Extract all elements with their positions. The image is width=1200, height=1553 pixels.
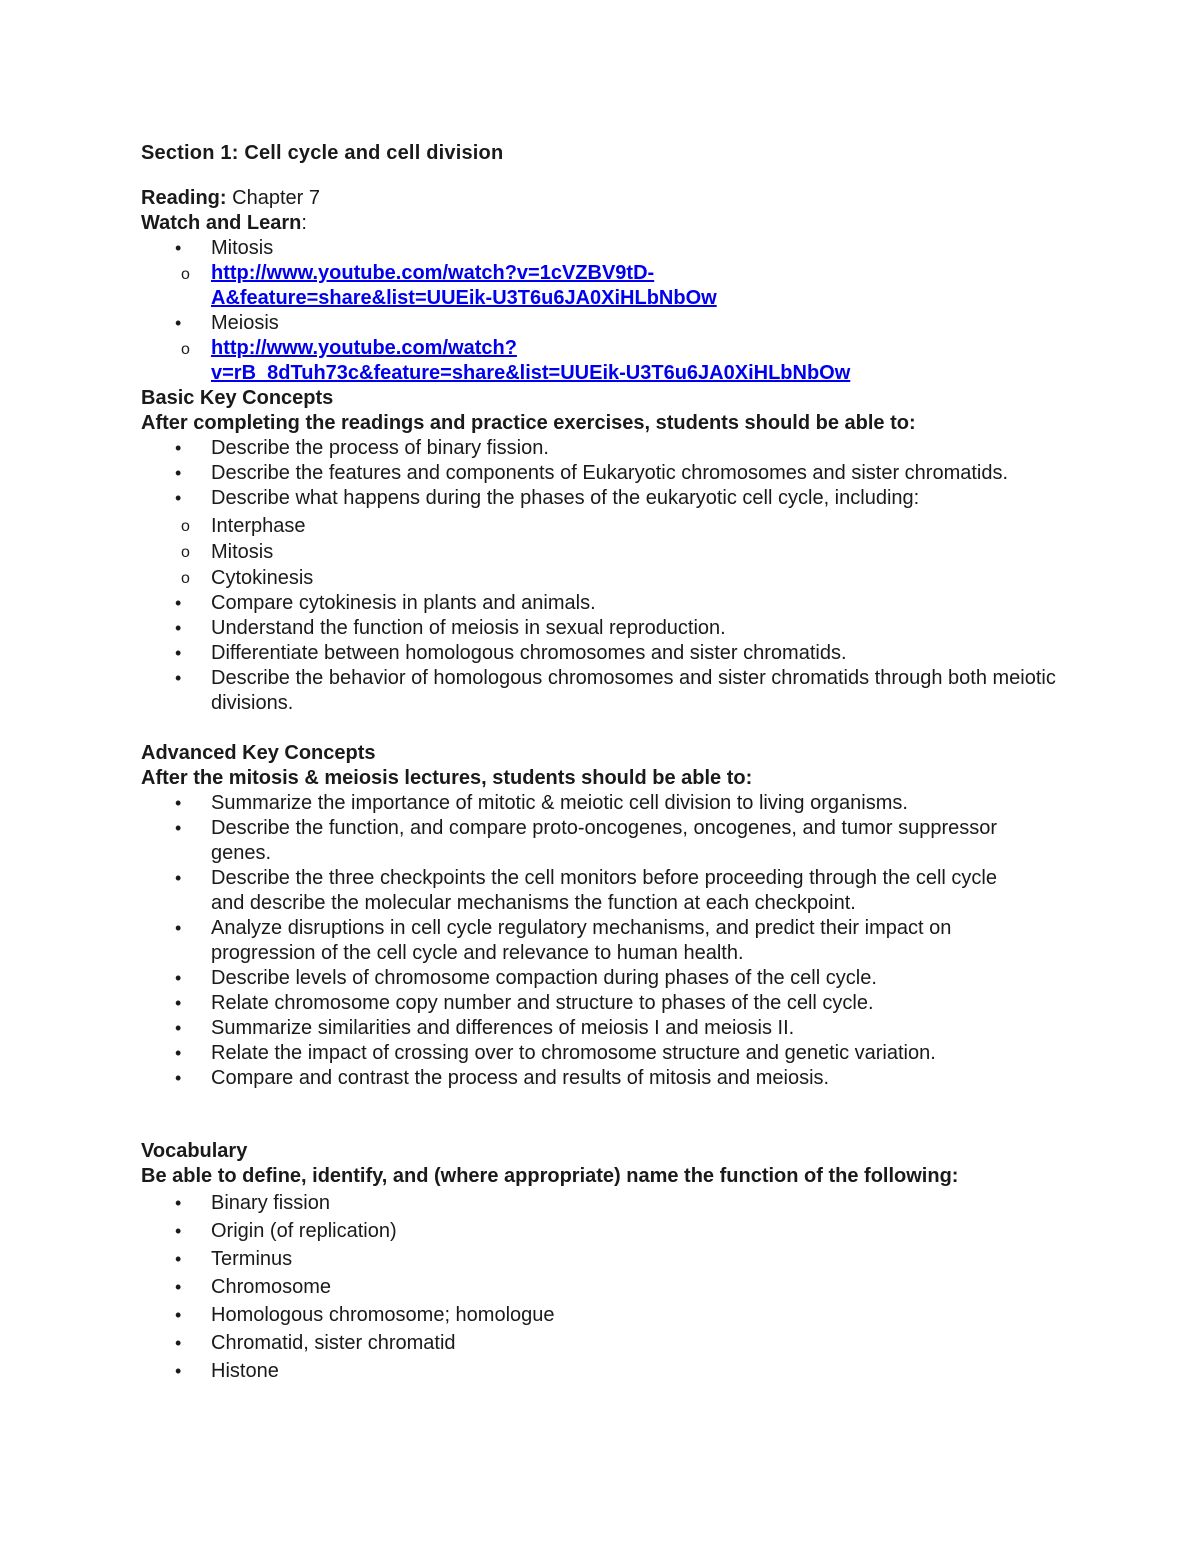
bullet-icon: • xyxy=(175,1221,182,1241)
list-item xyxy=(141,641,1081,666)
bullet-icon: • xyxy=(175,1043,182,1063)
item-text: Describe the process of binary fission. xyxy=(211,437,549,459)
item-text: Describe what happens during the phases of the eukaryotic cell cycle, including: xyxy=(211,487,920,509)
advanced-list xyxy=(141,791,1021,1091)
list-item xyxy=(141,311,1081,386)
item-text: Homologous chromosome; homologue xyxy=(211,1304,555,1326)
bullet-icon: • xyxy=(175,793,182,813)
sub-bullet-icon: o xyxy=(181,544,190,561)
item-text: Origin (of replication) xyxy=(211,1220,397,1242)
basic-heading: Basic Key Concepts xyxy=(141,387,334,409)
list-item xyxy=(181,261,1081,311)
list-item xyxy=(181,336,1081,386)
item-text: Terminus xyxy=(211,1248,293,1270)
bullet-icon: • xyxy=(175,668,182,688)
item-text: Chromosome xyxy=(211,1276,332,1298)
link-line-1[interactable]: http://www.youtube.com/watch?v=1cVZBV9tD- xyxy=(211,262,655,284)
list-item xyxy=(141,1273,1081,1301)
sub-list xyxy=(181,261,1081,311)
list-item xyxy=(141,816,1021,866)
list-item xyxy=(141,1016,1021,1041)
item-text: Describe the features and components of Eukaryotic chromosomes and sister chromatids. xyxy=(211,462,1009,484)
list-item xyxy=(141,1245,1081,1273)
item-text: Analyze disruptions in cell cycle regulatory mechanisms, and predict their impact on progression of the cell cycle and relevance to human health. xyxy=(211,917,952,964)
link-line-2[interactable]: A&feature=share&list=UUEik-U3T6u6JA0XiHLbNbOw xyxy=(211,287,717,309)
bullet-icon: • xyxy=(175,868,182,888)
list-item xyxy=(181,565,1081,591)
bullet-icon: • xyxy=(175,968,182,988)
bullet-icon: • xyxy=(175,313,182,333)
list-item xyxy=(141,591,1081,616)
phase-text: Cytokinesis xyxy=(211,567,314,589)
sub-bullet-icon: o xyxy=(181,266,190,283)
section-title: Section 1: Cell cycle and cell division xyxy=(141,142,504,164)
mitosis-video-link[interactable] xyxy=(211,262,717,309)
list-item xyxy=(141,461,1081,486)
link-line-2[interactable]: v=rB_8dTuh73c&feature=share&list=UUEik-U3T6u6JA0XiHLbNbOw xyxy=(211,362,851,384)
list-item xyxy=(181,539,1081,565)
bullet-icon: • xyxy=(175,593,182,613)
phase-list xyxy=(181,513,1081,591)
list-item xyxy=(181,513,1081,539)
item-text: Describe levels of chromosome compaction during phases of the cell cycle. xyxy=(211,967,877,989)
list-item xyxy=(141,666,1081,716)
bullet-icon: • xyxy=(175,1361,182,1381)
phase-text: Mitosis xyxy=(211,541,274,563)
item-text: Compare and contrast the process and results of mitosis and meiosis. xyxy=(211,1067,830,1089)
bullet-icon: • xyxy=(175,1305,182,1325)
sub-bullet-icon: o xyxy=(181,570,190,587)
bullet-icon: • xyxy=(175,1277,182,1297)
advanced-heading: Advanced Key Concepts xyxy=(141,742,376,764)
basic-list xyxy=(141,436,1081,716)
list-item xyxy=(141,1329,1081,1357)
reading-line xyxy=(141,186,1081,211)
item-text: Differentiate between homologous chromosomes and sister chromatids. xyxy=(211,642,847,664)
list-item xyxy=(141,866,1021,916)
item-text: Summarize similarities and differences of meiosis I and meiosis II. xyxy=(211,1017,795,1039)
item-text: Relate the impact of crossing over to chromosome structure and genetic variation. xyxy=(211,1042,936,1064)
vocab-heading: Vocabulary xyxy=(141,1140,248,1162)
sub-list xyxy=(181,336,1081,386)
item-text: Understand the function of meiosis in sexual reproduction. xyxy=(211,617,726,639)
watch-item-label: Mitosis xyxy=(211,237,274,259)
vocab-list xyxy=(141,1189,1081,1385)
item-text: Describe the three checkpoints the cell monitors before proceeding through the cell cycle and describe the molecular mechanisms the function at each checkpoint. xyxy=(211,867,997,914)
bullet-icon: • xyxy=(175,1333,182,1353)
item-text: Binary fission xyxy=(211,1192,330,1214)
bullet-icon: • xyxy=(175,643,182,663)
watch-label: Watch and Learn xyxy=(141,212,302,234)
item-text: Histone xyxy=(211,1360,279,1382)
bullet-icon: • xyxy=(175,463,182,483)
bullet-icon: • xyxy=(175,818,182,838)
item-text: Chromatid, sister chromatid xyxy=(211,1332,456,1354)
list-item xyxy=(141,991,1021,1016)
advanced-intro: After the mitosis & meiosis lectures, students should be able to: xyxy=(141,767,753,789)
reading-value: Chapter 7 xyxy=(232,187,320,209)
bullet-icon: • xyxy=(175,1249,182,1269)
bullet-icon: • xyxy=(175,438,182,458)
bullet-icon: • xyxy=(175,1018,182,1038)
bullet-icon: • xyxy=(175,618,182,638)
bullet-icon: • xyxy=(175,238,182,258)
list-item xyxy=(141,1066,1021,1091)
list-item xyxy=(141,486,1081,591)
link-line-1[interactable]: http://www.youtube.com/watch? xyxy=(211,337,517,359)
list-item xyxy=(141,436,1081,461)
reading-label: Reading: xyxy=(141,187,227,209)
bullet-icon: • xyxy=(175,1068,182,1088)
list-item xyxy=(141,916,1021,966)
watch-colon: : xyxy=(301,212,307,234)
item-text: Describe the behavior of homologous chromosomes and sister chromatids through both meiotic divisions. xyxy=(211,667,1056,714)
list-item xyxy=(141,1217,1081,1245)
meiosis-video-link[interactable] xyxy=(211,337,850,384)
bullet-icon: • xyxy=(175,1193,182,1213)
sub-bullet-icon: o xyxy=(181,341,190,358)
list-item xyxy=(141,1189,1081,1217)
list-item xyxy=(141,1301,1081,1329)
basic-intro: After completing the readings and practice exercises, students should be able to: xyxy=(141,412,916,434)
item-text: Compare cytokinesis in plants and animals. xyxy=(211,592,596,614)
bullet-icon: • xyxy=(175,488,182,508)
list-item xyxy=(141,966,1021,991)
phase-text: Interphase xyxy=(211,515,306,537)
sub-bullet-icon: o xyxy=(181,518,190,535)
vocab-intro: Be able to define, identify, and (where appropriate) name the function of the following: xyxy=(141,1165,959,1187)
list-item xyxy=(141,1041,1021,1066)
list-item xyxy=(141,1357,1081,1385)
list-item xyxy=(141,616,1081,641)
bullet-icon: • xyxy=(175,993,182,1013)
item-text: Summarize the importance of mitotic & meiotic cell division to living organisms. xyxy=(211,792,908,814)
watch-list xyxy=(141,236,1081,386)
item-text: Relate chromosome copy number and structure to phases of the cell cycle. xyxy=(211,992,874,1014)
watch-heading xyxy=(141,211,1081,236)
document-page xyxy=(141,141,1081,1385)
list-item xyxy=(141,236,1081,311)
watch-item-label: Meiosis xyxy=(211,312,279,334)
bullet-icon: • xyxy=(175,918,182,938)
list-item xyxy=(141,791,1021,816)
item-text: Describe the function, and compare proto-oncogenes, oncogenes, and tumor suppressor genes. xyxy=(211,817,998,864)
